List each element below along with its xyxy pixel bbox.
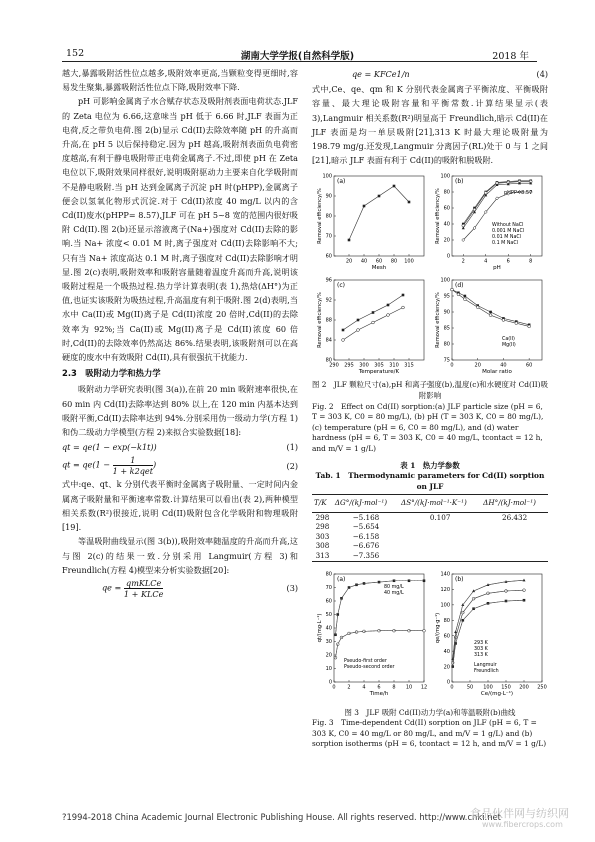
y-tick-label: 70 <box>325 584 332 591</box>
x-tick-label: 315 <box>404 362 414 369</box>
x-tick-label: 250 <box>537 684 547 691</box>
paragraph: 式中:qe、qt、k 分别代表平衡时金属离子吸附量、一定时间内金属离子吸附量和平衡速率常数.计算结果可以看出(表 2),两种模型相关系数(R²)很接近,说明 Cd(II)吸附包含化学吸附和物理吸附[19]. <box>62 479 298 533</box>
journal-name: 湖南大学学报(自然科学版) <box>240 51 355 62</box>
legend-entry: Pseudo-first order <box>344 658 387 664</box>
x-tick-label: 200 <box>519 684 529 691</box>
data-point <box>387 304 390 307</box>
x-tick-label: 2 <box>347 684 351 691</box>
watermark: 食品伙伴网与纺织网 <box>470 807 569 820</box>
x-axis-label: Molar ratio <box>482 369 512 376</box>
chart-fig2c <box>317 278 424 375</box>
figure-2-caption-en: Fig. 2 Effect on Cd(II) sorption:(a) JLF particle size (pH = 6, T = 303 K, C0 = 80 mg/L), (b) pH (T = 303 K, C0 = 80 mg/L), (c) temperature (pH = 6, C0 = 80 mg/L), and (d) water hardness (pH = 6, T = 303 K, C0 = 40 mg/L, tcontact = 12 h, and m/V = 1 g/L) <box>312 401 544 453</box>
y-tick-label: 100 <box>440 278 450 285</box>
table-cell: −6.676 <box>352 541 380 551</box>
x-tick-label: 6 <box>377 684 381 691</box>
data-point <box>348 239 351 242</box>
figure-2-caption-cn: 图 2 JLF 颗粒尺寸(a),pH 和离子强度(b),温度(c)和水硬度对 Cd(II)吸附影响 <box>312 380 548 401</box>
x-axis-label: Ce/(mg·L⁻¹) <box>480 690 514 697</box>
equation-body: qe = KFCe1/n <box>352 69 410 79</box>
data-point <box>408 201 411 204</box>
data-point <box>357 329 360 332</box>
legend-entry: 40 mg/L <box>384 590 404 596</box>
header-rule <box>62 61 537 62</box>
annotation: pHPP=8.57 <box>504 190 533 197</box>
paragraph: 越大,暴露吸附活性位点越多,吸附效率更高,当颗粒变得更细时,容易发生聚集,暴露吸附活性位点下降,吸附效率下降. <box>62 68 298 93</box>
y-tick-label: 50 <box>325 611 332 618</box>
data-point <box>463 298 466 301</box>
series-line <box>349 186 409 240</box>
x-tick-label: 40 <box>500 362 507 369</box>
table-cell: 308 <box>315 541 330 551</box>
y-tick-label: 20 <box>443 238 450 245</box>
page-number: 152 <box>66 48 85 59</box>
series-line <box>336 580 425 634</box>
x-tick-label: 0 <box>450 684 454 691</box>
equation-4 <box>312 67 548 81</box>
chart-fig2d <box>435 278 542 375</box>
x-tick-label: 10 <box>405 684 413 691</box>
equation-2 <box>62 455 298 476</box>
table-cell <box>399 532 481 542</box>
data-point <box>502 319 505 322</box>
data-point <box>528 325 531 328</box>
equation-body: qe = $\frac{\text{qmKLCe}}{\text{1 + KLCe}}$ <box>102 577 164 599</box>
table-1-caption-en: Tab. 1 Thermodynamic parameters for Cd(II) sorption on JLF <box>315 471 545 491</box>
series-line <box>463 182 531 229</box>
data-point <box>402 307 405 310</box>
y-tick-label: 92 <box>325 298 332 305</box>
fit-curve <box>453 600 524 666</box>
x-tick-label: 20 <box>474 362 481 369</box>
table-cell: 298 <box>315 522 330 532</box>
x-tick-label: 295 <box>344 362 354 369</box>
y-tick-label: 80 <box>325 571 332 578</box>
y-tick-label: 60 <box>325 598 332 605</box>
journal-year: 2018 年 <box>492 51 529 62</box>
table-1-caption-cn: 表 1 热力学参数 <box>400 460 460 470</box>
x-tick-label: 150 <box>501 684 511 691</box>
data-point <box>402 294 405 297</box>
legend-entry: 293 K <box>474 640 488 646</box>
legend-entry: Freundlich <box>474 668 499 674</box>
table-row <box>312 541 548 551</box>
legend-entry: Pseudo-second order <box>344 664 395 670</box>
table-cell: 303 <box>315 531 330 541</box>
copyright-footer: ?1994-2018 China Academic Journal Electronic Publishing House. All rights reserved. http://www.cnki.net <box>62 812 501 822</box>
y-tick-label: 60 <box>325 254 332 261</box>
table-row <box>312 522 548 532</box>
left-column <box>62 66 298 600</box>
page-header <box>0 0 595 60</box>
data-point <box>464 295 467 298</box>
figure-2 <box>312 170 548 380</box>
y-tick-label: 80 <box>443 190 450 197</box>
panel-label: (c) <box>337 282 345 290</box>
paragraph: pH 可影响金属离子水合赋存状态及吸附剂表面电荷状态.JLF 的 Zeta 电位为 6.66,这意味当 pH 低于 6.66 时,JLF 表面为正电荷,反之带负电荷.图 2(b)显示 Cd(II)去除效率随 pH 的升高而升高,在 pH 5 以后保持稳定.因为 pH 越高,吸附剂表面负电荷密度越高,有利于静电吸附带正电荷金属离子.不过,即使 pH 在 Zeta 电位以下,吸附效果同样很好,说明吸附驱动力主要来自化学吸附而不是静电吸附.当 pH 达到金属离子沉淀 pH 时(pHPP),金属离子便会以氢氧化物形式沉淀.对于 Cd(II)浓度 40 mg/L 以内的含 Cd(II)废水(pHPP= 8.57),JLF 可在 pH 5~8 宽的范围内很好吸附 Cd(II).图 2(b)还显示溶液离子(Na+)强度对 Cd(II)去除的影响.当 Na+ 浓度< 0.01 M 时,离子强度对 Cd(II)去除影响不大;只有当 Na+ 浓度高达 0.1 M 时,离子强度对 Cd(II)去除影响才明显.图 2(c)表明,吸附效率和吸附容量随着温度升高而升高,说明该吸附过程是一个吸热过程.热力学计算表明(表 1),热焓(ΔH°)为正值,也证实该吸附为吸热过程,升高温度有利于吸附.图 2(d)表明,当水中 Ca(II)或 Mg(II)离子是 Cd(II)浓度 20 倍时,Cd(II)的去除效率为 92%;当 Ca(II)或 Mg(II)离子是 Cd(II)浓度 60 倍时,Cd(II)的去除效率仍然高达 86%.结果表明,该吸附剂可以在高硬度的废水中有效吸附 Cd(II),具有很强抗干扰能力. <box>62 96 298 363</box>
legend-entry: 0.001 M NaCl <box>492 229 525 235</box>
legend-entry: Without NaCl <box>492 223 524 229</box>
right-column <box>312 66 548 750</box>
series-80-mg-L <box>334 579 425 636</box>
y-tick-label: 60 <box>443 632 450 639</box>
equation-body: qt = qe(1 − exp(−k1t)) <box>62 442 157 453</box>
legend-entry: 0.1 M NaCl <box>492 241 519 247</box>
y-tick-label: 96 <box>325 278 332 285</box>
x-axis-label: Mesh <box>371 265 387 272</box>
chart-fig3b <box>435 571 547 696</box>
y-axis-label: Removal efficiency/% <box>317 292 323 349</box>
series-0 <box>342 294 405 332</box>
equation-number: (3) <box>286 583 298 594</box>
y-tick-label: 100 <box>322 174 332 181</box>
data-point <box>342 339 345 342</box>
y-tick-label: 20 <box>325 652 332 659</box>
y-tick-label: 0 <box>446 254 450 261</box>
y-tick-label: 80 <box>325 214 332 221</box>
table-cell <box>481 541 548 551</box>
x-tick-label: 8 <box>529 258 533 265</box>
table-header: ΔS°/(kJ·mol⁻¹·K⁻¹) <box>399 495 481 512</box>
x-tick-label: 300 <box>359 362 369 369</box>
x-tick-label: 4 <box>484 258 488 265</box>
y-tick-label: 60 <box>443 206 450 213</box>
data-point <box>357 319 360 322</box>
y-tick-label: 90 <box>443 310 450 317</box>
x-tick-label: 20 <box>345 258 353 265</box>
y-axis-label: qe/(mg·g⁻¹) <box>435 612 441 643</box>
legend-entry: Ca(II) <box>502 337 515 343</box>
y-tick-label: 85 <box>443 326 450 333</box>
legend-entry: 313 K <box>474 652 488 658</box>
table-cell: −5.654 <box>352 522 380 532</box>
table-cell <box>399 541 481 551</box>
x-tick-label: 80 <box>390 258 398 265</box>
y-tick-label: 70 <box>325 234 332 241</box>
table-cell: 298 <box>315 512 330 522</box>
paragraph: 等温吸附曲线显示(图 3(b)),吸附效率随温度的升高而升高,这与图 2(c)的结果一致.分别采用 Langmuir(方程 3)和 Freundlich(方程 4)模型来分析实验数据[20]: <box>62 536 298 575</box>
fit-curve <box>453 590 524 663</box>
data-point <box>451 289 454 292</box>
table-row <box>312 551 548 561</box>
panel-label: (a) <box>337 178 346 186</box>
figure-3-caption-cn: 图 3 JLF 吸附 Cd(II)动力学(a)和等温吸附(b)曲线 <box>344 707 516 717</box>
table-cell <box>399 522 481 532</box>
y-tick-label: 0 <box>328 679 332 686</box>
series-0 <box>348 185 411 242</box>
y-tick-label: 80 <box>443 617 450 624</box>
y-tick-label: 140 <box>440 571 450 578</box>
x-axis-label: Time/h <box>369 690 389 697</box>
y-tick-label: 0 <box>446 679 450 686</box>
chart-fig2b <box>435 174 542 271</box>
x-tick-label: 310 <box>389 362 399 369</box>
x-tick-label: 40 <box>360 258 368 265</box>
table-cell <box>399 551 481 561</box>
y-tick-label: 75 <box>443 358 450 365</box>
series-line <box>463 181 531 224</box>
panel-label: (b) <box>455 178 464 186</box>
x-tick-label: 8 <box>392 684 396 691</box>
series-Without-NaCl <box>462 180 532 229</box>
figure-3-caption-en: Fig. 3 Time-dependent Cd(II) sorption on JLF (pH = 6, T = 303 K, C0 = 40 mg/L or 80 mg/L, and m/V = 1 g/L) and (b) sorption isotherms (pH = 6, tcontact = 12 h, and m/V = 1 g/L) <box>312 718 547 749</box>
y-tick-label: 90 <box>325 194 332 201</box>
y-tick-label: 84 <box>325 338 332 345</box>
x-axis-label: pH <box>493 265 501 272</box>
table-cell: −5.168 <box>352 512 380 522</box>
plot-frame <box>334 176 424 256</box>
y-tick-label: 95 <box>443 294 450 301</box>
data-point <box>363 205 366 208</box>
y-axis-label: Removal efficiency/% <box>435 292 441 349</box>
table-cell: 313 <box>312 551 333 561</box>
x-tick-label: 2 <box>461 258 465 265</box>
panel-label: (a) <box>337 575 346 583</box>
x-tick-label: 60 <box>375 258 383 265</box>
legend-entry: 80 mg/L <box>384 584 404 590</box>
data-point <box>489 314 492 317</box>
data-point <box>489 311 492 314</box>
series-Ca-II- <box>451 289 531 327</box>
table-cell <box>481 532 548 542</box>
x-tick-label: 4 <box>362 684 366 691</box>
data-point <box>342 329 345 332</box>
y-tick-label: 100 <box>440 174 450 181</box>
series-line <box>453 600 524 666</box>
x-tick-label: 0 <box>332 684 336 691</box>
paragraph: 吸附动力学研究表明(图 3(a)),在前 20 min 吸附速率很快,在 60 min 内 Cd(II)去除率达到 80% 以上,在 120 min 内基本达到吸附平衡,Cd(II)去除率达到 94%.分别采用伪一级动力学(方程 1)和伪二级动力学模型(方程 2)来拟合实验数据[18]: <box>62 384 298 438</box>
table-header: ΔH°/(kJ·mol⁻¹) <box>481 495 548 512</box>
section-heading: 2.3 吸附动力学和热力学 <box>62 368 161 379</box>
series-303-K <box>451 588 525 663</box>
table-header: ΔG°/(kJ·mol⁻¹) <box>333 495 399 512</box>
watermark-url: www.fibercrops.com <box>482 820 563 829</box>
chart-fig3a <box>317 571 427 696</box>
equation-number: (1) <box>286 442 298 453</box>
y-tick-label: 40 <box>443 648 450 655</box>
legend-entry: Langmuir <box>474 662 497 668</box>
y-axis-label: Removal efficiency/% <box>317 188 323 245</box>
data-point <box>457 293 460 296</box>
table-cell <box>481 551 548 561</box>
panel-label: (d) <box>455 282 464 290</box>
data-point <box>372 322 375 325</box>
table-header: T/K <box>312 495 333 512</box>
y-axis-label: qt/(mg·L⁻¹) <box>317 613 323 642</box>
table-row <box>312 532 548 542</box>
panel-label: (b) <box>455 575 464 583</box>
x-tick-label: 100 <box>404 258 414 265</box>
data-point <box>378 195 381 198</box>
table-cell: −7.356 <box>333 551 399 561</box>
y-tick-label: 80 <box>325 358 332 365</box>
x-tick-label: 6 <box>506 258 510 265</box>
y-tick-label: 20 <box>443 663 450 670</box>
table-row <box>312 512 548 522</box>
x-tick-label: 12 <box>420 684 428 691</box>
x-tick-label: 305 <box>374 362 384 369</box>
y-axis-label: Removal efficiency/% <box>435 188 441 245</box>
legend-entry: Mg(II) <box>502 343 516 349</box>
y-tick-label: 10 <box>325 665 332 672</box>
x-tick-label: 50 <box>466 684 474 691</box>
x-tick-label: 290 <box>329 362 339 369</box>
legend-entry: 303 K <box>474 646 488 652</box>
table-cell: 26.432 <box>502 512 528 522</box>
equation-number: (4) <box>536 69 548 79</box>
legend-entry: 0.01 M NaCl <box>492 235 522 241</box>
table-cell <box>481 522 548 532</box>
equation-body: qt = qe(1 − $\frac{1}{\text{1 + k2qet}}$ ) <box>62 455 157 477</box>
y-tick-label: 30 <box>325 638 332 645</box>
x-tick-label: 0 <box>450 362 454 369</box>
chart-fig2a <box>317 174 424 271</box>
equation-3 <box>62 578 298 599</box>
data-point <box>515 322 518 325</box>
figure-3 <box>312 568 548 708</box>
equation-number: (2) <box>286 460 298 471</box>
y-tick-label: 100 <box>440 602 450 609</box>
y-tick-label: 40 <box>443 222 450 229</box>
table-cell: −6.158 <box>352 531 380 541</box>
table-cell: 0.107 <box>429 512 451 522</box>
series-line <box>453 590 524 663</box>
plot-frame <box>452 574 542 682</box>
plot-frame <box>452 280 542 360</box>
plot-frame <box>334 280 424 360</box>
data-point <box>393 185 396 188</box>
y-tick-label: 88 <box>325 318 332 325</box>
table-1 <box>312 494 548 561</box>
data-point <box>372 312 375 315</box>
x-tick-label: 100 <box>483 684 493 691</box>
data-point <box>387 314 390 317</box>
data-point <box>476 306 479 309</box>
series-293-K <box>451 598 525 667</box>
y-tick-label: 120 <box>440 586 450 593</box>
data-point <box>523 588 526 591</box>
paragraph: 式中,Ce、qe、qm 和 K 分别代表金属离子平衡浓度、平衡吸附容量、最大理论吸附容量和平衡常数.计算结果显示(表 3),Langmuir 相关系数(R²)明显高于 Freundlich,暗示 Cd(II)在 JLF 表面是均一单层吸附[21],313 K 时最大理论吸附量为 198.79 mg/g.还发现,Langmuir 分离因子(RL)处于 0 与 1 之间[21],暗示 JLF 表面有利于 Cd(II)的吸附和脱吸附. <box>312 84 548 166</box>
equation-1 <box>62 440 298 454</box>
y-tick-label: 40 <box>325 625 332 632</box>
fit-curve <box>336 580 425 634</box>
x-axis-label: Temperature/K <box>358 369 400 376</box>
series-0-001-M-NaCl <box>462 181 532 228</box>
x-tick-label: 60 <box>525 362 533 369</box>
y-tick-label: 80 <box>443 342 450 349</box>
